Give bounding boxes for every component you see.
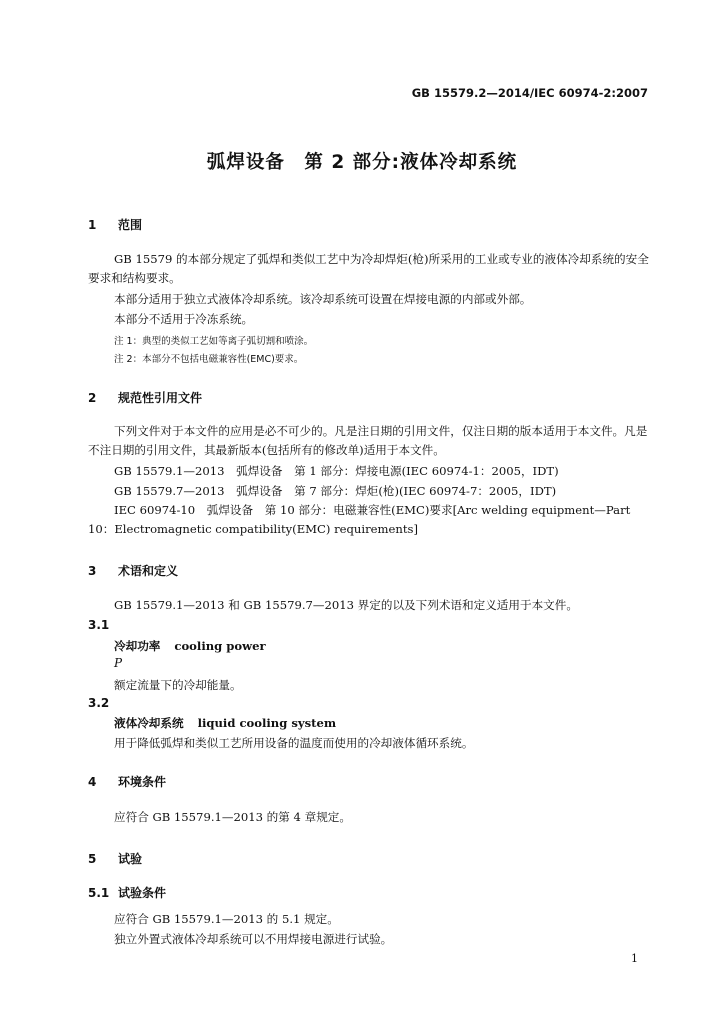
reference-item: GB 15579.7—2013 弧焊设备 第 7 部分：焊炬(枪)(IEC 60974-7：2005，IDT)	[114, 484, 557, 498]
note: 注 1：典型的类似工艺如等离子弧切割和喷涂。	[114, 336, 314, 347]
term-english: cooling power	[174, 639, 266, 653]
term-definition: 额定流量下的冷却能量。	[114, 678, 242, 692]
section-number: 3	[88, 564, 97, 578]
term-entry	[114, 638, 266, 654]
page-number: 1	[631, 952, 638, 965]
document-title: 弧焊设备 第 2 部分:液体冷却系统	[206, 152, 518, 173]
section-number: 2	[88, 391, 97, 405]
section-title: 范围	[118, 218, 143, 232]
standard-number: GB 15579.2—2014/IEC 60974-2:2007	[411, 86, 648, 100]
note: 注 2：本部分不包括电磁兼容性(EMC)要求。	[114, 354, 304, 365]
paragraph: GB 15579 的本部分规定了弧焊和类似工艺中为冷却焊炬(枪)所采用的工业或专业的液体冷却系统的安全要求和结构要求。	[88, 252, 649, 285]
paragraph: GB 15579.1—2013 和 GB 15579.7—2013 界定的以及下列术语和定义适用于本文件。	[114, 598, 578, 612]
term-entry	[114, 715, 336, 731]
paragraph: 独立外置式液体冷却系统可以不用焊接电源进行试验。	[114, 932, 393, 946]
reference-item: IEC 60974-10 弧焊设备 第 10 部分：电磁兼容性(EMC)要求[Arc welding equipment—Part 10：Electromagnetic compatibility(EMC) requirements]	[88, 503, 631, 536]
section-5-heading	[88, 850, 142, 867]
term-chinese: 冷却功率	[114, 639, 161, 653]
paragraph: 应符合 GB 15579.1—2013 的 5.1 规定。	[114, 912, 339, 926]
paragraph: 本部分不适用于冷冻系统。	[114, 312, 254, 326]
section-number: 5	[88, 852, 97, 866]
term-definition: 用于降低弧焊和类似工艺所用设备的温度而使用的冷却液体循环系统。	[114, 736, 474, 750]
term-english: liquid cooling system	[197, 716, 337, 730]
section-number: 4	[88, 775, 97, 789]
paragraph: 应符合 GB 15579.1—2013 的第 4 章规定。	[114, 810, 351, 824]
subsection-title: 试验条件	[118, 886, 167, 900]
section-4-heading	[88, 773, 166, 790]
term-symbol: P	[114, 656, 123, 670]
subsection-number: 5.1	[88, 886, 110, 900]
section-title: 规范性引用文件	[118, 391, 203, 405]
subsection-number: 3.1	[88, 618, 110, 632]
paragraph: 本部分适用于独立式液体冷却系统。该冷却系统可设置在焊接电源的内部或外部。	[114, 292, 532, 306]
section-title: 术语和定义	[118, 564, 179, 578]
section-title: 环境条件	[118, 775, 167, 789]
subsection-number: 3.2	[88, 696, 110, 710]
section-3-heading	[88, 562, 178, 579]
reference-item: GB 15579.1—2013 弧焊设备 第 1 部分：焊接电源(IEC 60974-1：2005，IDT)	[114, 464, 559, 478]
section-number: 1	[88, 218, 97, 232]
section-2-heading	[88, 389, 202, 406]
paragraph: 下列文件对于本文件的应用是必不可少的。凡是注日期的引用文件，仅注日期的版本适用于本文件。凡是不注日期的引用文件，其最新版本(包括所有的修改单)适用于本文件。	[88, 424, 648, 457]
section-1-heading	[88, 216, 142, 233]
section-title: 试验	[118, 852, 143, 866]
subsection-5-1-heading	[88, 884, 166, 901]
term-chinese: 液体冷却系统	[114, 716, 184, 730]
